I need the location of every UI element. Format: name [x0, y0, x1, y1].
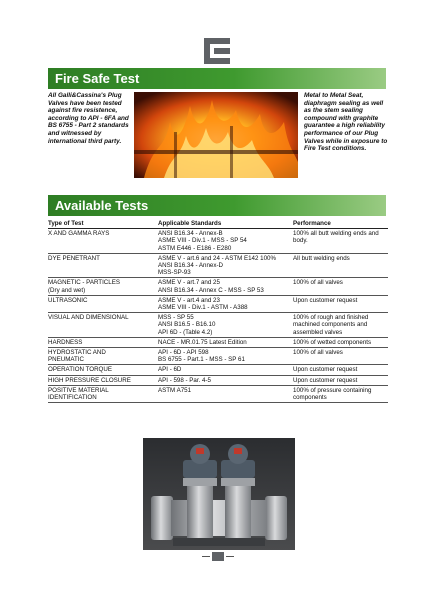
plug-valve-photo [143, 438, 295, 550]
test-type: HIGH PRESSURE CLOSURE [48, 376, 131, 384]
test-standards: ASME V - art.7 and 25 ANSI B16.34 - Annex C - MSS - SP 53 [158, 279, 264, 294]
fire-safe-seal-text: Metal to Metal Seat, diaphragm sealing as well as the stem sealing compound with graphite guarantee a high reliability performance of our Plug Valves while in exposure to Fire Test conditions. [304, 92, 388, 153]
test-standards: MSS - SP 55 ANSI B16.5 - B16.10 API 6D - (Table 4.2) [158, 314, 216, 336]
test-performance: 100% of rough and finished machined components and assembled valves [293, 314, 369, 336]
test-performance: 100% of pressure containing components [293, 386, 372, 402]
test-type: MAGNETIC - PARTICLES (Dry and wet) [48, 279, 120, 294]
test-type: ULTRASONIC [48, 296, 88, 304]
table-row [48, 278, 388, 295]
test-standards: API - 6D [158, 366, 182, 374]
test-standards: ASTM A751 [158, 386, 192, 394]
available-tests-banner: Available Tests [48, 195, 386, 216]
test-performance: 100% of wetted components [293, 338, 372, 346]
fire-safe-intro-text: All Galli&Cassina's Plug Valves have been tested against fire resistence, according to API - 6FA and BS 6755 - Part 2 standards and witnessed by international third party. [48, 92, 129, 145]
available-tests-table [48, 220, 388, 403]
table-row [48, 313, 388, 338]
table-row [48, 338, 388, 348]
test-standards: API - 6D - API 598 BS 6755 - Part.1 - MSS - SP 61 [158, 349, 245, 364]
table-row [48, 376, 388, 386]
table-row [48, 386, 388, 403]
test-performance: Upon customer request [293, 376, 358, 384]
table-row [48, 365, 388, 375]
test-performance: Upon customer request [293, 296, 358, 304]
header-type-of-test: Type of Test [48, 220, 84, 227]
table-row [48, 296, 388, 313]
test-type: HYDROSTATIC AND PNEUMATIC [48, 349, 106, 364]
test-performance: All butt welding ends [293, 254, 350, 262]
table-row [48, 348, 388, 365]
test-performance: Upon customer request [293, 366, 358, 374]
test-type: HARDNESS [48, 338, 83, 346]
table-row [48, 254, 388, 279]
test-type: OPERATION TORQUE [48, 366, 112, 374]
test-performance: 100% of all valves [293, 279, 343, 287]
test-standards: ASME V - art.4 and 23 ASME VIII - Div.1 - ASTM - A388 [158, 296, 248, 312]
test-standards: ANSI B16.34 - Annex-B ASME VIII - Div.1 - MSS - SP 54 ASTM E446 - E186 - E280 [158, 230, 247, 252]
test-standards: ASME V - art.6 and 24 - ASTM E142 100% ANSI B16.34 - Annex-D MSS-SP-93 [158, 254, 276, 277]
test-type: X AND GAMMA RAYS [48, 230, 110, 238]
test-performance: 100% all butt welding ends and body. [293, 230, 379, 245]
table-row [48, 229, 388, 254]
test-type: VISUAL AND DIMENSIONAL [48, 314, 129, 322]
header-performance: Performance [293, 220, 331, 227]
fire-safe-banner: Fire Safe Test [48, 68, 386, 89]
header-applicable-standards: Applicable Standards [158, 220, 222, 227]
test-performance: 100% of all valves [293, 349, 343, 357]
test-type: DYE PENETRANT [48, 254, 100, 262]
test-standards: API - 598 - Par. 4-5 [158, 376, 211, 384]
company-logo-icon [204, 38, 230, 64]
test-standards: NACE - MR.01.75 Latest Edition [158, 338, 247, 346]
test-type: POSITIVE MATERIAL IDENTIFICATION [48, 386, 109, 402]
page-number-icon [200, 552, 236, 562]
fire-test-photo [134, 92, 298, 178]
table-header [48, 220, 388, 229]
